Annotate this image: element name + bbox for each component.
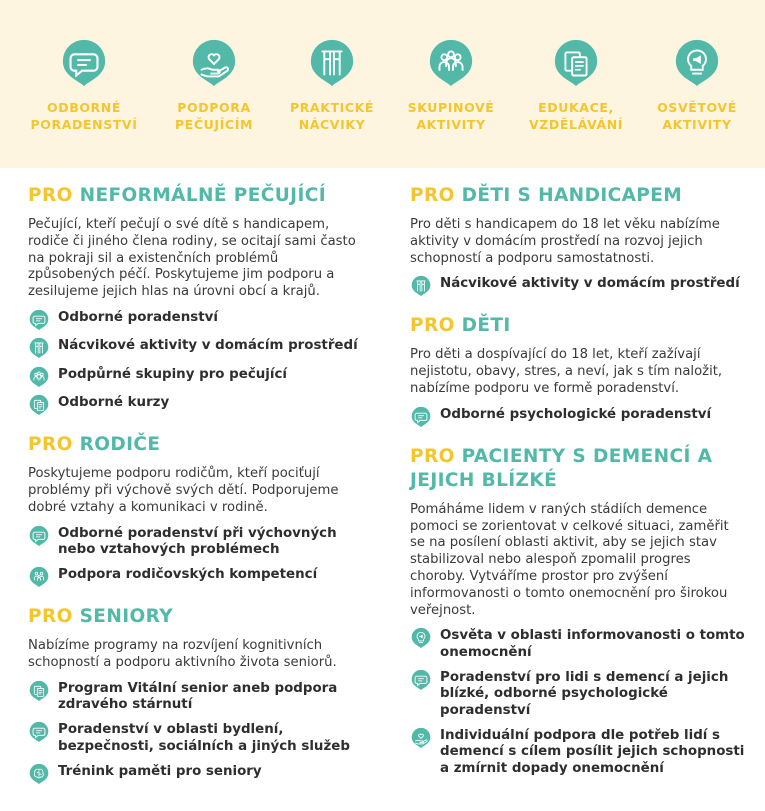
section-description: Pro děti s handicapem do 18 let věku nabízíme aktivity v domácím prostředí na rozvoj jejich schopností a podporu samostatnosti. <box>410 217 720 266</box>
list-item <box>28 395 358 415</box>
brain-icon <box>28 763 50 785</box>
section-title-pro: PRO <box>410 445 455 467</box>
section-title-audience: RODIČE <box>79 434 161 456</box>
list-item <box>28 526 358 559</box>
group-icon <box>28 366 50 388</box>
list-item-label: Podpora rodičovských kompetencí <box>58 567 318 583</box>
section-title-pro: PRO <box>410 185 455 206</box>
speech-bubble-icon <box>59 38 109 90</box>
list-item-label: Trénink paměti pro seniory <box>58 763 262 779</box>
lightbulb-megaphone-icon <box>672 38 722 90</box>
list-item-label: Odborné poradenství <box>58 309 218 325</box>
section-title-audience: SENIORY <box>79 606 174 628</box>
speech-bubble-icon <box>28 309 50 331</box>
speech-bubble-icon <box>28 525 50 547</box>
list-item <box>28 367 358 387</box>
service-list <box>410 407 745 427</box>
service-list <box>28 310 358 416</box>
category-label: EDUKACE, VZDĚLÁVÁNÍ <box>528 100 624 132</box>
section-right-1 <box>410 184 745 296</box>
list-item-label: Program Vitální senior aneb podpora zdravého stárnutí <box>58 680 338 713</box>
section-title-audience: NEFORMÁLNĚ PEČUJÍCÍ <box>79 185 327 206</box>
heart-hand-icon <box>189 38 239 90</box>
list-item-label: Nácvikové aktivity v domácím prostředí <box>58 338 358 354</box>
category-6 <box>635 38 759 133</box>
documents-icon <box>551 38 601 90</box>
speech-bubble-icon <box>28 721 50 743</box>
section-left-3 <box>28 605 358 784</box>
section-right-3 <box>410 445 745 778</box>
list-item <box>410 276 745 296</box>
section-left-2 <box>28 433 358 587</box>
section-title-pro: PRO <box>28 606 73 628</box>
section-description: Poskytujeme podporu rodičům, kteří pociťují problémy při výchově svých dětí. Podporujeme dobré vztahy a komunikaci v rodině. <box>28 466 339 516</box>
service-list <box>410 276 745 296</box>
section-right-2 <box>410 314 745 426</box>
list-item-label: Poradenství v oblasti bydlení, bezpečnosti, sociálních a jiných služeb <box>58 722 350 754</box>
category-5 <box>514 38 638 133</box>
section-title <box>410 314 745 338</box>
section-title-pro: PRO <box>28 434 73 456</box>
list-item-label: Odborné poradenství při výchovných nebo vztahových problémech <box>58 525 337 558</box>
speech-bubble-icon <box>410 406 432 428</box>
section-title <box>28 184 358 208</box>
category-3 <box>270 38 394 133</box>
list-item <box>410 407 745 427</box>
section-title <box>410 445 745 493</box>
list-item-label: Podpůrné skupiny pro pečující <box>58 366 288 382</box>
family-icon <box>28 566 50 588</box>
crutches-icon <box>307 38 357 90</box>
category-label: PODPORA PEČUJÍCÍM <box>175 100 253 132</box>
section-description: Nabízíme programy na rozvíjení kognitivních schopností a podporu aktivního života seniorů. <box>28 638 337 671</box>
section-title-pro: PRO <box>410 315 455 337</box>
list-item-label: Poradenství pro lidi s demencí a jejich blízké, odborné psychologické poradenství <box>440 669 729 718</box>
category-1 <box>22 38 146 133</box>
crutches-icon <box>28 337 50 359</box>
category-4 <box>389 38 513 133</box>
list-item <box>28 338 358 358</box>
category-label: OSVĚTOVÉ AKTIVITY <box>657 100 737 132</box>
category-label: PRAKTICKÉ NÁCVIKY <box>289 100 375 132</box>
documents-icon <box>28 394 50 416</box>
section-title-audience: DĚTI S HANDICAPEM <box>461 185 683 206</box>
category-label: ODBORNÉ PORADENSTVÍ <box>30 100 138 132</box>
left-column <box>28 184 358 802</box>
group-icon <box>426 38 476 90</box>
section-title <box>28 433 358 457</box>
list-item <box>28 567 358 587</box>
section-left-1 <box>28 184 358 415</box>
list-item <box>28 681 358 714</box>
category-2 <box>152 38 276 133</box>
list-item-label: Individuální podpora dle potřeb lidí s demencí s cílem posílit jejich schopnosti a zmírnit dopady onemocnění <box>440 727 745 776</box>
right-column <box>410 184 745 795</box>
list-item <box>28 310 358 330</box>
speech-bubble-icon <box>410 669 432 691</box>
service-list <box>28 526 358 588</box>
section-description: Pečující, kteří pečují o své dítě s handicapem, rodiče či jiného člena rodiny, se ocitají sami často na pokraji sil a existenčních problémů způsobených péčí. Poskytujeme jim podporu a zesilujeme jejich hlas na úrovni obcí a krajů. <box>28 217 356 300</box>
service-list <box>28 681 358 784</box>
crutches-icon <box>410 275 432 297</box>
section-title <box>410 184 745 208</box>
list-item <box>410 628 745 661</box>
section-title-audience: PACIENTY S DEMENCÍ A JEJICH BLÍZKÉ <box>410 445 713 491</box>
list-item <box>28 764 358 784</box>
section-title-pro: PRO <box>28 185 73 206</box>
section-title <box>28 605 358 629</box>
list-item-label: Odborné psychologické poradenství <box>440 406 712 422</box>
section-description: Pro děti a dospívající do 18 let, kteří zažívají nejistotu, obavy, stres, a neví, jak s tím naložit, nabízíme podporu ve formě poradenství. <box>410 347 723 396</box>
list-item-label: Odborné kurzy <box>58 395 170 411</box>
section-description: Pomáháme lidem v raných stádiích demence pomoci se zorientovat v celkové situaci, zaměřit se na posílení oblasti aktivit, aby se jejich stav stabilizoval nebo alespoň zpomalil progres choroby. Vytváříme prostor pro zvýšení informovanosti o tomto onemocnění pro širokou veřejnost. <box>410 501 729 618</box>
list-item <box>410 670 745 720</box>
list-item-label: Osvěta v oblasti informovanosti o tomto onemocnění <box>440 628 745 660</box>
documents-icon <box>28 680 50 702</box>
list-item-label: Nácvikové aktivity v domácím prostředí <box>440 276 740 292</box>
list-item <box>410 728 745 778</box>
list-item <box>28 722 358 755</box>
heart-hand-icon <box>410 727 432 749</box>
category-label: SKUPINOVÉ AKTIVITY <box>407 100 495 132</box>
section-title-audience: DĚTI <box>461 315 511 337</box>
service-list <box>410 628 745 777</box>
lightbulb-megaphone-icon <box>410 627 432 649</box>
